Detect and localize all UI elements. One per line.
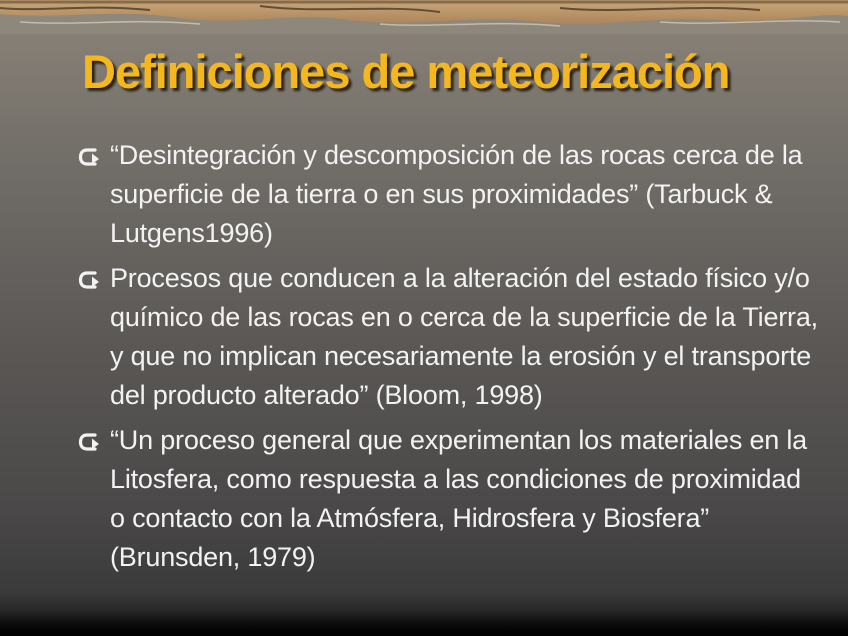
curved-arrow-icon xyxy=(78,269,102,291)
decorative-top-band xyxy=(0,0,848,34)
definition-text: “Un proceso general que experimentan los materiales en la Litosfera, como respuesta a las condiciones de proximidad o contacto con la Atmósfera, Hidrosfera y Biosfera” (Brunsden, 1979) xyxy=(110,425,807,572)
slide-title: Definiciones de meteorización xyxy=(82,45,730,98)
sandy-texture-image xyxy=(0,0,848,34)
definitions-list xyxy=(78,136,818,583)
curved-arrow-icon xyxy=(78,146,102,168)
list-item xyxy=(78,259,818,415)
bottom-shadow xyxy=(0,610,848,636)
list-item xyxy=(78,136,818,253)
curved-arrow-icon xyxy=(78,431,102,453)
definition-text: Procesos que conducen a la alteración del estado físico y/o químico de las rocas en o cerca de la superficie de la Tierra, y que no implican necesariamente la erosión y el transporte del producto alterado” (Bloom, 1998) xyxy=(110,263,818,410)
definition-text: “Desintegración y descomposición de las rocas cerca de la superficie de la tierra o en sus proximidades” (Tarbuck & Lutgens1996) xyxy=(110,140,803,248)
list-item xyxy=(78,421,818,577)
